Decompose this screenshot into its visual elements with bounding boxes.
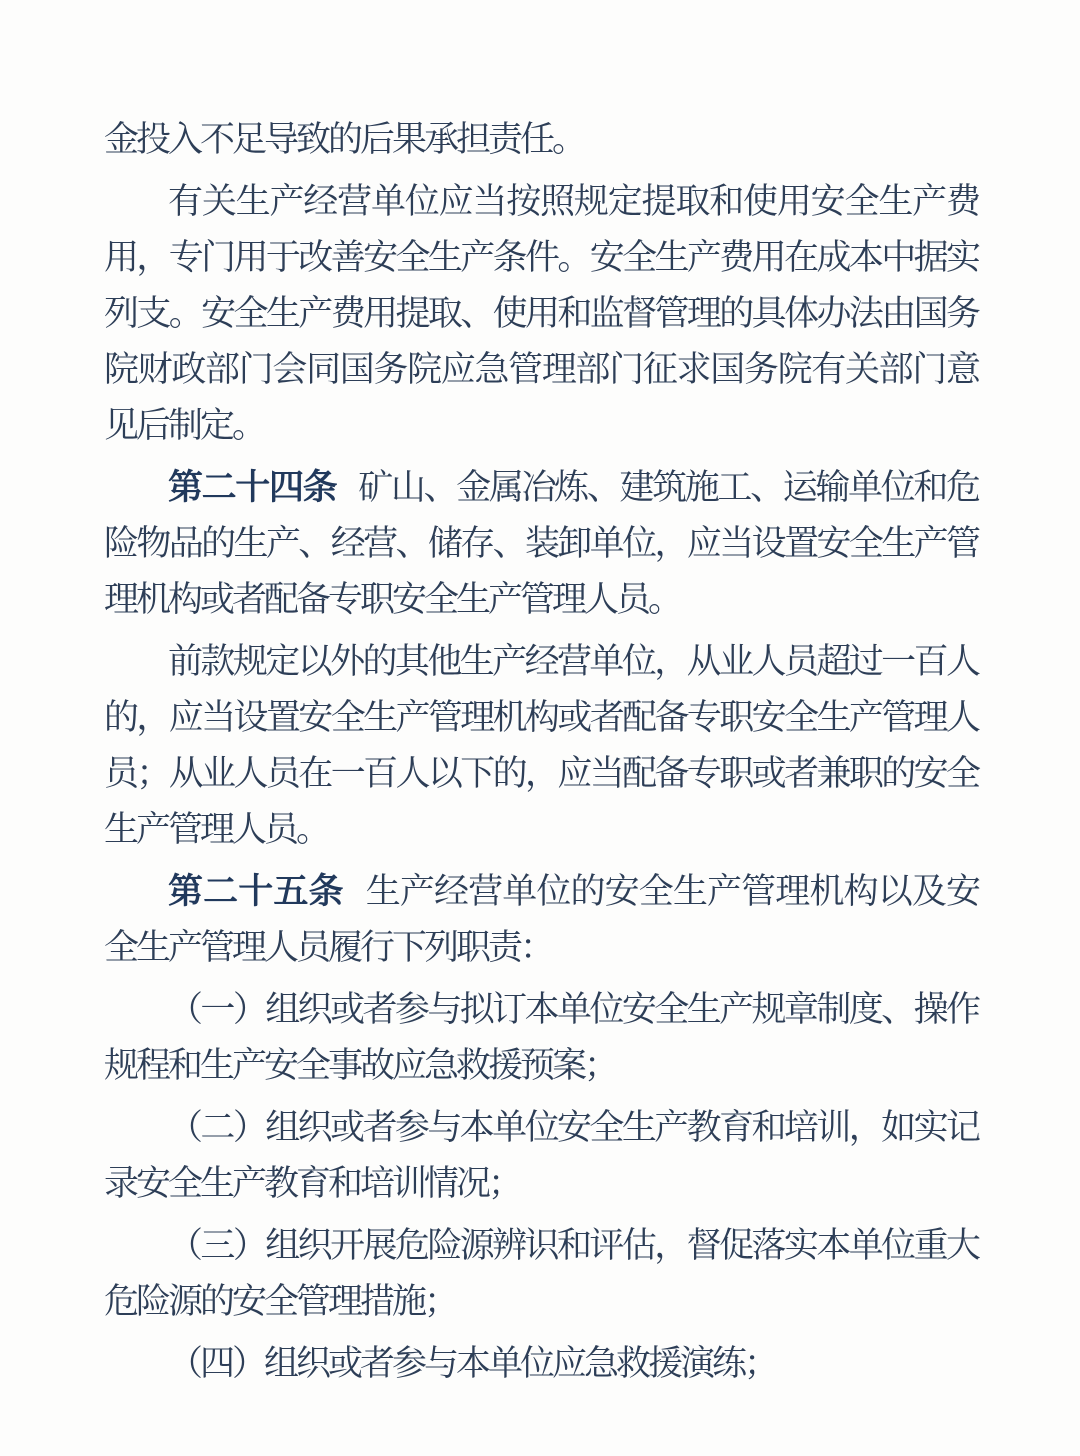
article-number: 第二十五条 bbox=[168, 872, 344, 911]
text-line: 危险源的安全管理措施； bbox=[104, 1282, 457, 1321]
text-line: 规程和生产安全事故应急救援预案； bbox=[104, 1046, 617, 1085]
text-line: （四）组织或者参与本单位应急救援演练； bbox=[168, 1344, 777, 1383]
text-line: 理机构或者配备专职安全生产管理人员。 bbox=[104, 580, 681, 619]
paragraph-article-24 bbox=[104, 460, 978, 628]
text-line bbox=[104, 460, 978, 516]
text-line: 的，应当设置安全生产管理机构或者配备专职安全生产管理人 bbox=[104, 698, 978, 737]
article-text: 生产经营单位的安全生产管理机构以及安 bbox=[365, 872, 978, 911]
text-line: 院财政部门会同国务院应急管理部门征求国务院有关部门意 bbox=[104, 350, 978, 389]
text-line: 险物品的生产、经营、储存、装卸单位，应当设置安全生产管 bbox=[104, 524, 978, 563]
paragraph bbox=[104, 634, 978, 858]
text-line: （二）组织或者参与本单位安全生产教育和培训，如实记 bbox=[168, 1108, 978, 1147]
text-line: 金投入不足导致的后果承担责任。 bbox=[104, 120, 585, 159]
text-line bbox=[104, 864, 978, 920]
text-line: 员；从业人员在一百人以下的，应当配备专职或者兼职的安全 bbox=[104, 754, 978, 793]
text-line: 录安全生产教育和培训情况； bbox=[104, 1164, 521, 1203]
paragraph-duty-item-2 bbox=[104, 1100, 978, 1212]
text-line: 生产管理人员。 bbox=[104, 810, 329, 849]
text-line: 见后制定。 bbox=[104, 406, 265, 445]
text-line: 列支。安全生产费用提取、使用和监督管理的具体办法由国务 bbox=[104, 294, 978, 333]
article-number: 第二十四条 bbox=[168, 468, 337, 507]
article-text: 矿山、金属冶炼、建筑施工、运输单位和危 bbox=[358, 468, 978, 507]
paragraph bbox=[104, 174, 978, 454]
text-line: 全生产管理人员履行下列职责： bbox=[104, 928, 553, 967]
paragraph bbox=[104, 112, 978, 168]
document-body bbox=[104, 112, 978, 1398]
paragraph-duty-item-3 bbox=[104, 1218, 978, 1330]
text-line: （三）组织开展危险源辨识和评估，督促落实本单位重大 bbox=[168, 1226, 978, 1265]
text-line: 前款规定以外的其他生产经营单位，从业人员超过一百人 bbox=[168, 642, 978, 681]
paragraph-article-25 bbox=[104, 864, 978, 976]
text-line: 有关生产经营单位应当按照规定提取和使用安全生产费 bbox=[168, 182, 978, 221]
text-line: （一）组织或者参与拟订本单位安全生产规章制度、操作 bbox=[168, 990, 978, 1029]
text-line: 用，专门用于改善安全生产条件。安全生产费用在成本中据实 bbox=[104, 238, 978, 277]
paragraph-duty-item-4 bbox=[104, 1336, 978, 1392]
paragraph-duty-item-1 bbox=[104, 982, 978, 1094]
